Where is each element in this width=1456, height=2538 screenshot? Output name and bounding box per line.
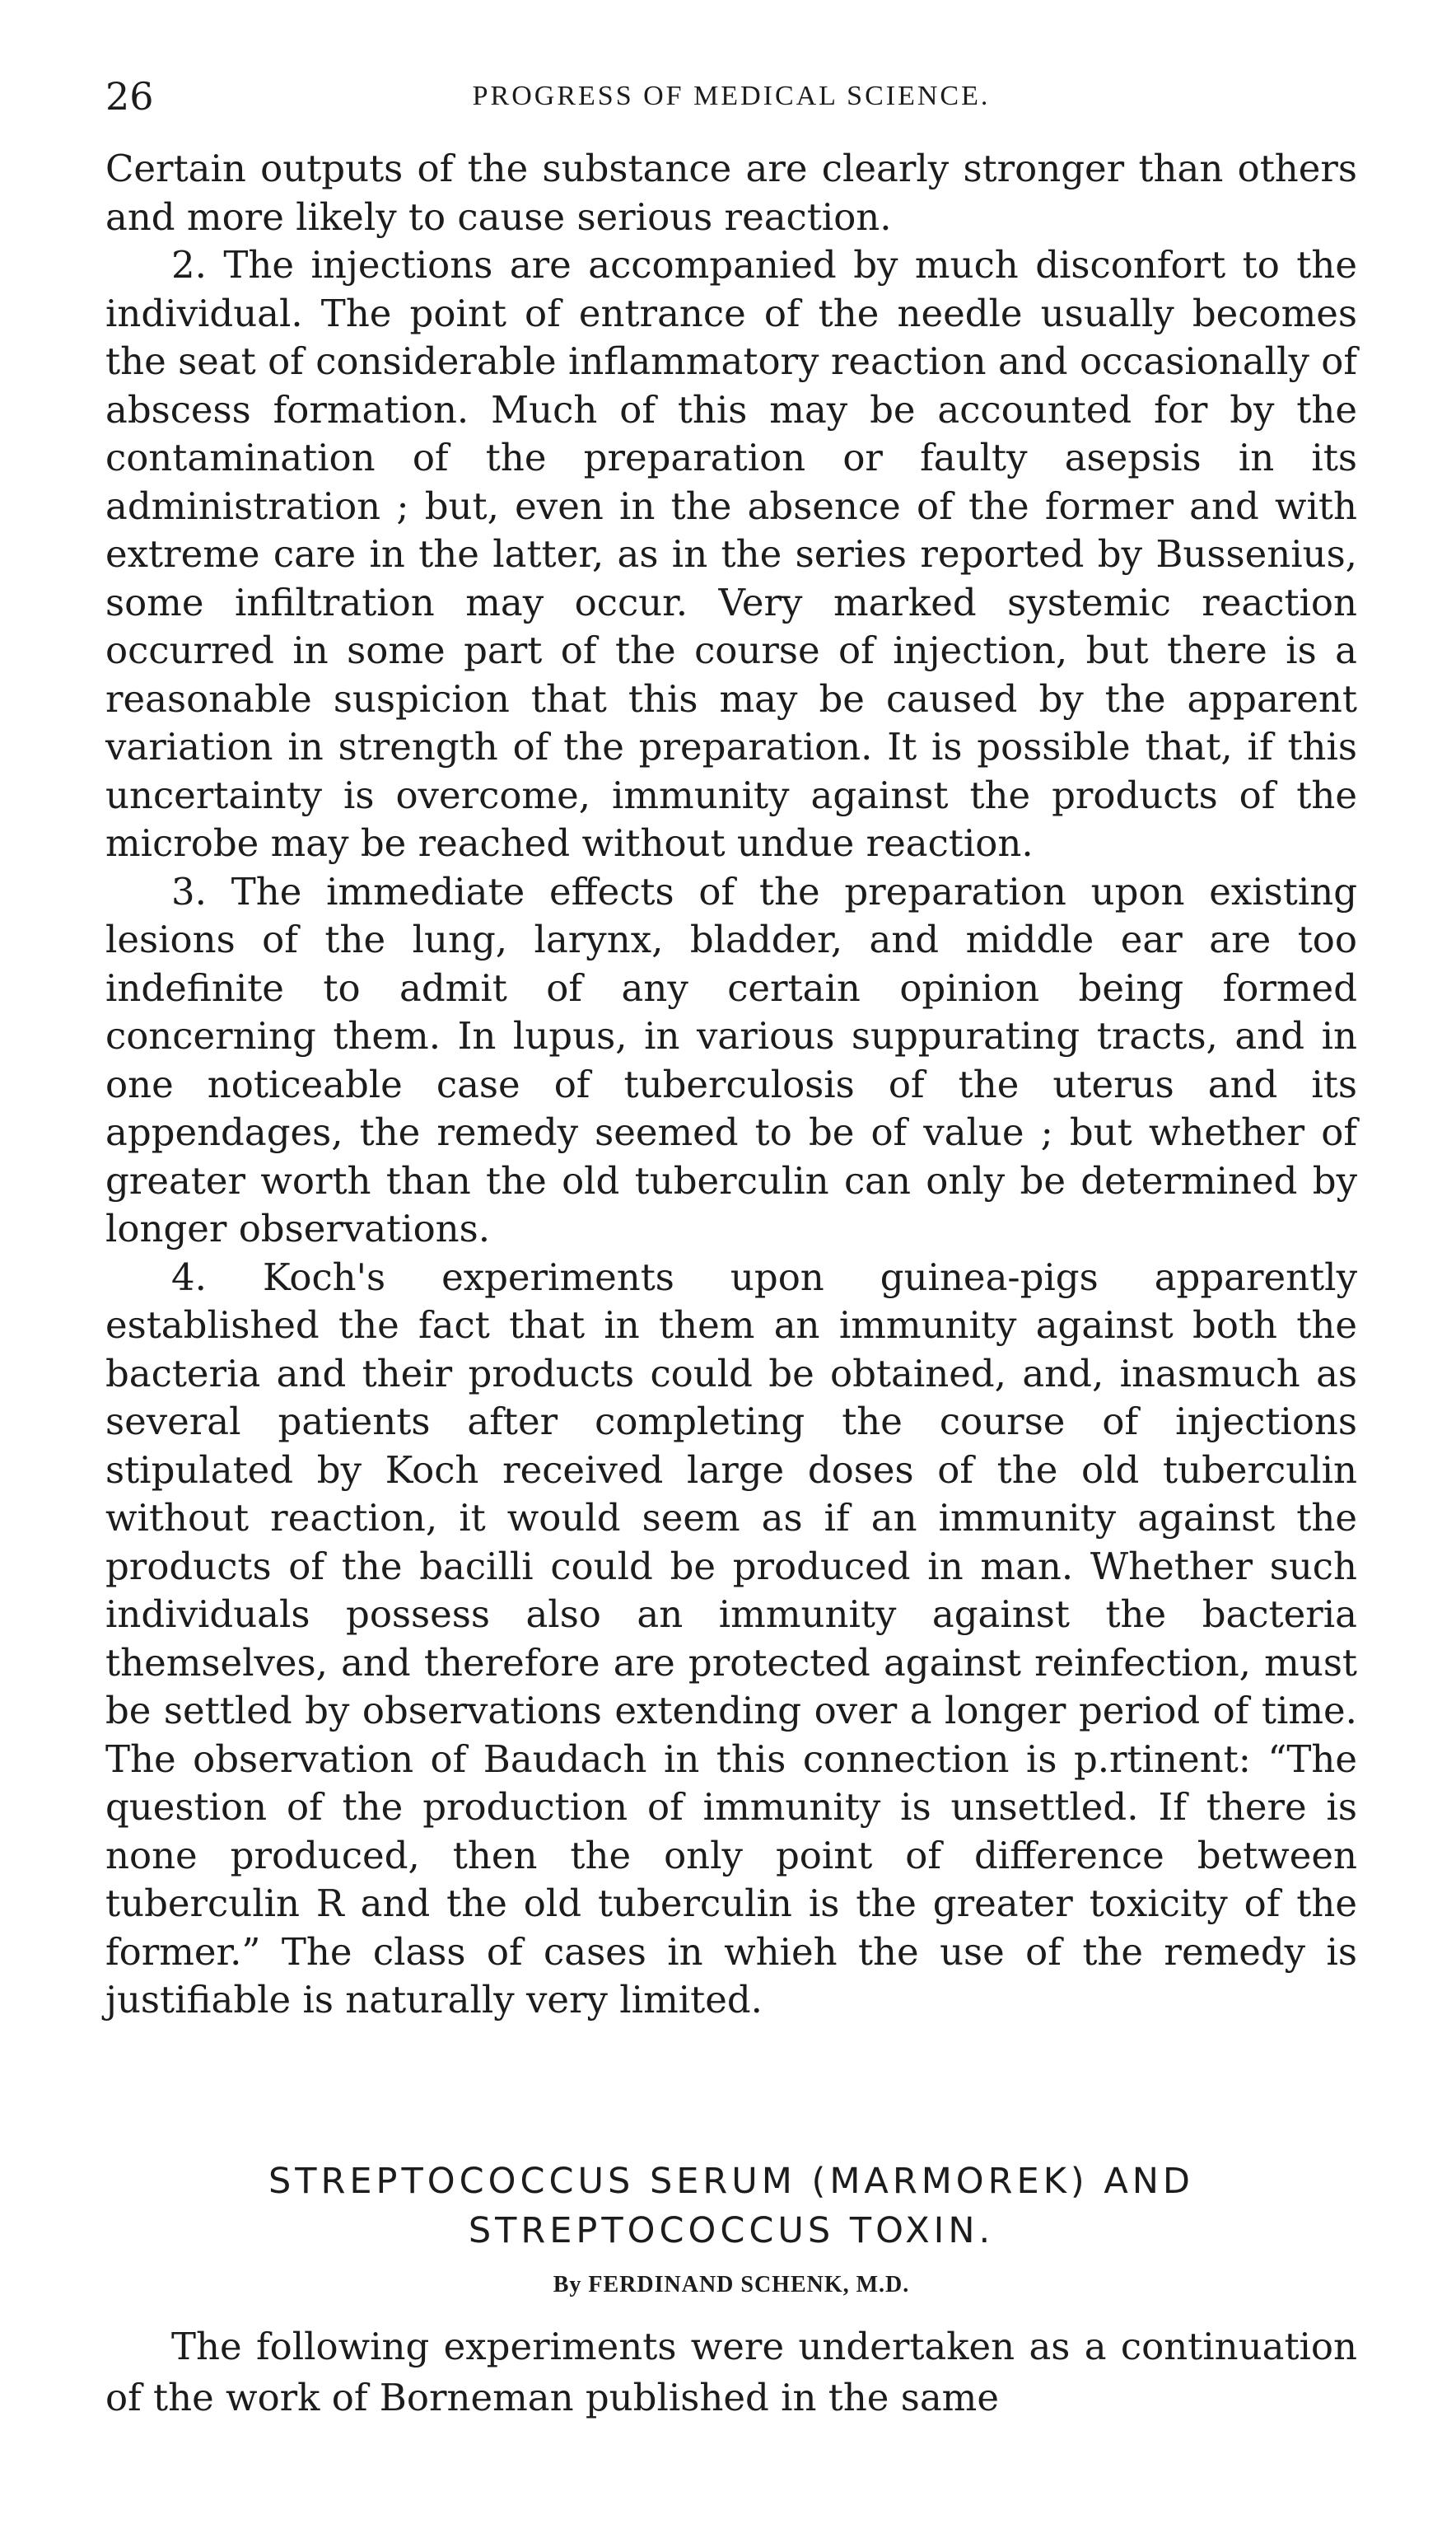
body-text bbox=[105, 145, 1357, 2025]
section-opening bbox=[105, 2321, 1357, 2423]
paragraph-point-4: 4. Koch's experiments upon guinea-pigs apparently established the fact that in them an immunity against both the bacteria and their products could be obtained, and, inasmuch as several patients after completing the course of injections stipulated by Koch received large doses of the old tuberculin without reaction, it would seem as if an immunity against the products of the bacilli could be produced in man. Whether such individuals possess also an immunity against the bacteria themselves, and therefore are protected against reinfection, must be settled by observations extending over a longer period of time. The observation of Baudach in this connection is p.rtinent: “The question of the production of immunity is unsettled. If there is none produced, then the only point of difference between tuberculin R and the old tuberculin is the greater toxicity of the former.” The class of cases in whieh the use of the remedy is justifiable is naturally very limited. bbox=[105, 1255, 1357, 2022]
page-header bbox=[105, 68, 1357, 125]
section-title-line-2: STREPTOCOCCUS TOXIN. bbox=[468, 2210, 995, 2251]
opening-paragraph: The following experiments were undertaken as a continuation of the work of Borneman published in the same bbox=[105, 2325, 1357, 2419]
page-number: 26 bbox=[105, 74, 154, 119]
paragraph-point-3: 3. The immediate effects of the preparation upon existing lesions of the lung, larynx, bladder, and middle ear are too indefinite to admit of any certain opinion being formed concerning them. In lupus, in various suppurating tracts, and in one noticeable case of tuberculosis of the uterus and its appendages, the remedy seemed to be of value ; but whether of greater worth than the old tuberculin can only be determined by longer observations. bbox=[105, 869, 1357, 1250]
section-title bbox=[105, 2157, 1357, 2255]
paragraph-continuation: Certain outputs of the substance are clearly stronger than others and more likely to cause serious reaction. bbox=[105, 147, 1357, 239]
running-head: PROGRESS OF MEDICAL SCIENCE. bbox=[472, 81, 991, 111]
paragraph-point-2: 2. The injections are accompanied by much disconfort to the individual. The point of entrance of the needle usually becomes the seat of considerable inflammatory reaction and occasionally of abscess formation. Much of this may be accounted for by the contamination of the preparation or faulty asepsis in its administration ; but, even in the absence of the former and with extreme care in the latter, as in the series reported by Bussenius, some infiltration may occur. Very marked systemic reaction occurred in some part of the course of injection, but there is a reasonable suspicion that this may be caused by the apparent variation in strength of the preparation. It is possible that, if this uncertainty is overcome, immunity against the products of the microbe may be reached without undue reaction. bbox=[105, 243, 1357, 865]
author-byline: By FERDINAND SCHENK, M.D. bbox=[553, 2272, 910, 2297]
section-title-line-1: STREPTOCOCCUS SERUM (MARMOREK) AND bbox=[268, 2161, 1195, 2202]
